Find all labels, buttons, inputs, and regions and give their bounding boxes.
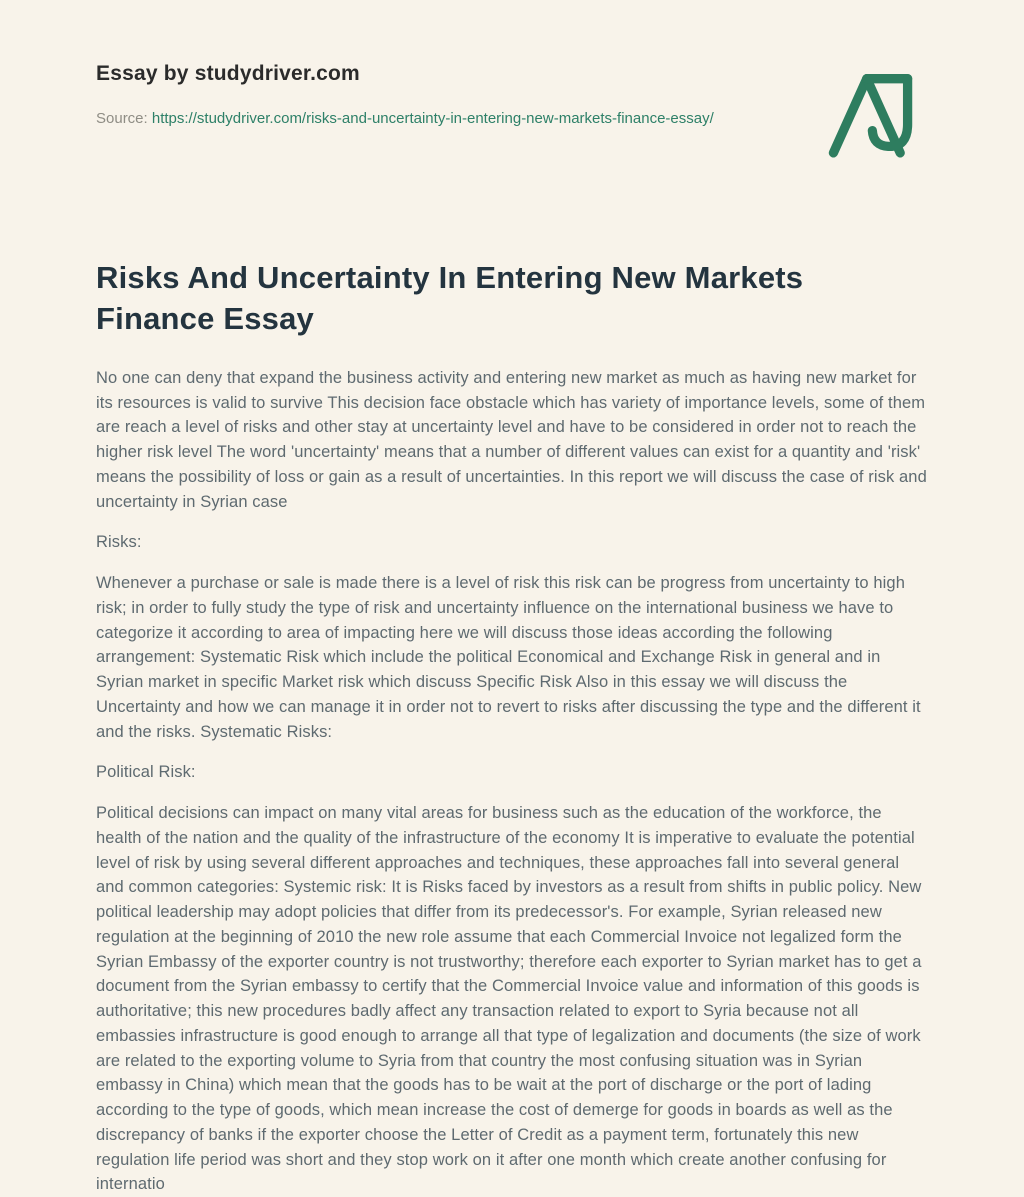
essay-paragraph: Political Risk:: [96, 763, 196, 782]
source-line: [96, 108, 714, 131]
essay-paragraph: Risks:: [96, 533, 142, 552]
essay-body: [96, 366, 928, 1197]
source-label: Source:: [96, 110, 148, 127]
studydriver-logo-icon[interactable]: [826, 66, 928, 160]
article: [96, 258, 928, 1197]
header-left: [96, 62, 714, 131]
essay-paragraph: Political decisions can impact on many vital areas for business such as the education of the workforce, the health of the nation and the quality of the infrastructure of the economy It is imperative to evaluate the potential level of risk by using several different approaches and techniques, these approaches fall into several general and common categories: Systemic risk: It is Risks faced by investors as a result from shifts in public policy. New political leadership may adopt policies that differ from its predecessor's. For example, Syrian released new regulation at the beginning of 2010 the new role assume that each Commercial Invoice not legalized form the Syrian Embassy of the exporter country is not trustworthy; therefore each exporter to Syrian market has to get a document from the Syrian embassy to certify that the Commercial Invoice value and information of this goods is authoritative; this new procedures badly affect any transaction related to export to Syria because not all embassies infrastructure is good enough to arrange all that type of legalization and documents (the size of work are related to the exporting volume to Syria from that country the most confusing situation was in Syrian embassy in China) which mean that the goods has to be wait at the port of discharge or the port of lading according to the type of goods, which mean increase the cost of demerge for goods in boards as well as the discrepancy of banks if the exporter choose the Letter of Credit as a payment term, fortunately this new regulation life period was short and they stop work on it after one month which create another confusing for internatio: [96, 804, 922, 1194]
page-title: Risks And Uncertainty In Entering New Markets Finance Essay: [96, 260, 804, 336]
byline: Essay by studydriver.com: [96, 62, 360, 85]
essay-paragraph: No one can deny that expand the business activity and entering new market as much as having new market for its resources is valid to survive This decision face obstacle which has variety of importance levels, some of them are reach a level of risks and other stay at uncertainty level and have to be considered in order not to reach the higher risk level The word 'uncertainty' means that a number of different values can exist for a quantity and 'risk' means the possibility of loss or gain as a result of uncertainties. In this report we will discuss the case of risk and uncertainty in Syrian case: [96, 368, 927, 511]
essay-paragraph: Whenever a purchase or sale is made there is a level of risk this risk can be progress from uncertainty to high risk; in order to fully study the type of risk and uncertainty influence on the international business we have to categorize it according to area of impacting here we will discuss those ideas according the following arrangement: Systematic Risk which include the political Economical and Exchange Risk in general and in Syrian market in specific Market risk which discuss Specific Risk Also in this essay we will discuss the Uncertainty and how we can manage it in order not to revert to risks after discussing the type and the different it and the risks. Systematic Risks:: [96, 574, 921, 741]
logo-strokes: [833, 79, 907, 153]
page-header: [96, 62, 928, 160]
source-url-link[interactable]: https://studydriver.com/risks-and-uncertainty-in-entering-new-markets-finance-essay/: [151, 110, 714, 127]
